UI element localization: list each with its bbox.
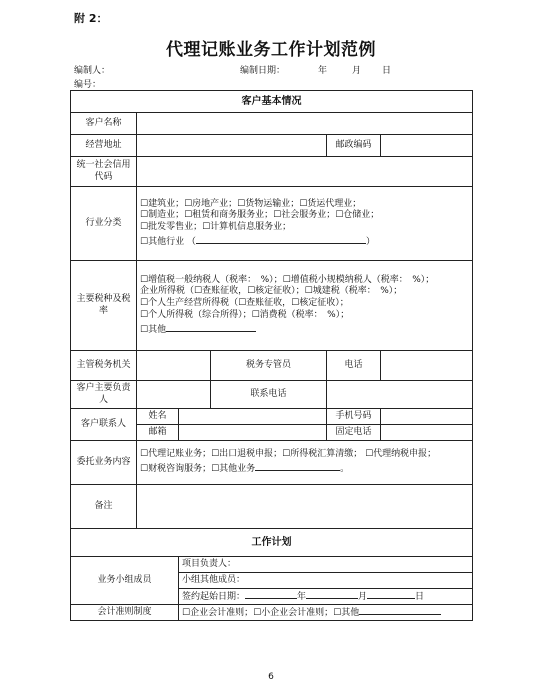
team-label: 业务小组成员	[71, 557, 179, 605]
leader-label: 项目负责人：	[182, 558, 237, 569]
members-label: 小组其他成员：	[182, 574, 246, 585]
remarks-row	[71, 485, 473, 529]
date-day: 日	[382, 66, 392, 76]
start-date-line	[182, 589, 469, 604]
credit-code-field[interactable]	[137, 157, 473, 187]
scope-line-2-text: ☐财税咨询服务；☐其他业务	[140, 464, 256, 474]
scope-row	[71, 441, 473, 485]
principal-row	[71, 381, 473, 409]
mobile-field[interactable]	[381, 409, 473, 425]
remarks-label: 备注	[71, 485, 137, 529]
client-name-field[interactable]	[137, 113, 473, 135]
page-number: 6	[268, 672, 274, 682]
start-year-blank[interactable]	[245, 589, 297, 599]
tax-line-2: 企业所得税（☐查账征收，☐核定征收）；☐城建税（税率： %）；	[140, 286, 403, 297]
postcode-field[interactable]	[381, 135, 473, 157]
leader-field[interactable]	[179, 557, 473, 573]
scope-line-2-end: 。	[340, 464, 350, 474]
team-row-1	[71, 557, 473, 573]
mobile-label: 手机号码	[327, 409, 381, 425]
date-month: 月	[352, 66, 362, 76]
contact-label: 客户联系人	[71, 409, 137, 441]
client-name-row	[71, 113, 473, 135]
standard-options[interactable]	[179, 605, 473, 621]
scope-label: 委托业务内容	[71, 441, 137, 485]
scope-options[interactable]	[137, 441, 473, 485]
standard-options-text: ☐企业会计准则；☐小企业会计准则；☐其他	[182, 608, 360, 619]
landline-field[interactable]	[381, 425, 473, 441]
start-month-blank[interactable]	[306, 589, 358, 599]
tax-label: 主要税种及税率	[71, 261, 137, 351]
landline-label: 固定电话	[327, 425, 381, 441]
scope-line-2	[140, 461, 469, 476]
contact-row-1	[71, 409, 473, 425]
number-label: 编号：	[74, 80, 102, 90]
principal-label: 客户主要负责人	[71, 381, 137, 409]
section-title-plan: 工作计划	[71, 529, 473, 557]
start-year-label: 年	[297, 592, 307, 603]
remarks-field[interactable]	[137, 485, 473, 529]
document-title: 代理记账业务工作计划范例	[166, 40, 376, 60]
start-date-field[interactable]	[179, 589, 473, 605]
tax-line-1: ☐增值税一般纳税人（税率： %）；☐增值税小规模纳税人（税率： %）；	[140, 274, 435, 285]
email-field[interactable]	[179, 425, 327, 441]
work-plan-form	[70, 90, 473, 621]
tax-authority-row	[71, 351, 473, 381]
tax-other-blank[interactable]	[166, 322, 256, 332]
tax-line-4: ☐个人所得税（综合所得）；☐消费税（税率： %）；	[140, 309, 350, 320]
credit-code-label: 统一社会信用代码	[71, 157, 137, 187]
industry-row	[71, 187, 473, 261]
tax-authority-label: 主管税务机关	[71, 351, 137, 381]
industry-line-3: ☐批发零售业；☐计算机信息服务业；	[140, 222, 292, 232]
industry-line-1: ☐建筑业；☐房地产业；☐货物运输业；☐货运代理业；	[140, 198, 362, 209]
industry-options[interactable]	[137, 187, 473, 261]
start-day-label: 日	[415, 592, 425, 603]
address-label: 经营地址	[71, 135, 137, 157]
industry-line-4	[140, 234, 469, 249]
members-field[interactable]	[179, 573, 473, 589]
principal-field[interactable]	[137, 381, 211, 409]
officer-phone-label: 电话	[327, 351, 381, 381]
scope-other-blank[interactable]	[255, 461, 340, 471]
tax-authority-field[interactable]	[137, 351, 211, 381]
date-year: 年	[318, 66, 328, 76]
industry-other-blank[interactable]	[196, 234, 366, 244]
section-row-plan	[71, 529, 473, 557]
contact-name-field[interactable]	[179, 409, 327, 425]
standard-label: 会计准则制度	[71, 605, 179, 621]
tax-row	[71, 261, 473, 351]
industry-label: 行业分类	[71, 187, 137, 261]
start-date-label: 签约起始日期：	[182, 592, 246, 603]
tax-options[interactable]	[137, 261, 473, 351]
contact-name-label: 姓名	[137, 409, 179, 425]
scope-line-1: ☐代理记账业务；☐出口退税申报；☐所得税汇算清缴； ☐代理纳税申报；	[140, 449, 437, 460]
principal-phone-field[interactable]	[327, 381, 473, 409]
address-row	[71, 135, 473, 157]
principal-phone-label: 联系电话	[211, 381, 327, 409]
tax-line-5	[140, 322, 469, 337]
postcode-label: 邮政编码	[327, 135, 381, 157]
address-field[interactable]	[137, 135, 327, 157]
client-name-label: 客户名称	[71, 113, 137, 135]
appendix-label: 附 2：	[74, 12, 108, 25]
preparer-label: 编制人：	[74, 66, 111, 76]
standard-line	[182, 605, 469, 620]
tax-line-3: ☐个人生产经营所得税（☐查账征收，☐核定征收）；	[140, 298, 349, 309]
date-label: 编制日期：	[240, 66, 286, 76]
industry-other-close: ）	[365, 236, 375, 247]
tax-officer-label: 税务专管员	[211, 351, 327, 381]
industry-other-option[interactable]: ☐其他行业 （	[140, 236, 196, 247]
industry-line-2: ☐制造业；☐租赁和商务服务业；☐社会服务业；☐仓储业；	[140, 210, 380, 221]
section-title-basic: 客户基本情况	[71, 91, 473, 113]
start-month-label: 月	[358, 592, 368, 603]
standard-other-blank[interactable]	[359, 605, 441, 615]
credit-code-row	[71, 157, 473, 187]
tax-other-option[interactable]: ☐其他	[140, 324, 167, 335]
officer-phone-field[interactable]	[381, 351, 473, 381]
email-label: 邮箱	[137, 425, 179, 441]
standard-row	[71, 605, 473, 621]
section-row-basic	[71, 91, 473, 113]
start-day-blank[interactable]	[367, 589, 415, 599]
